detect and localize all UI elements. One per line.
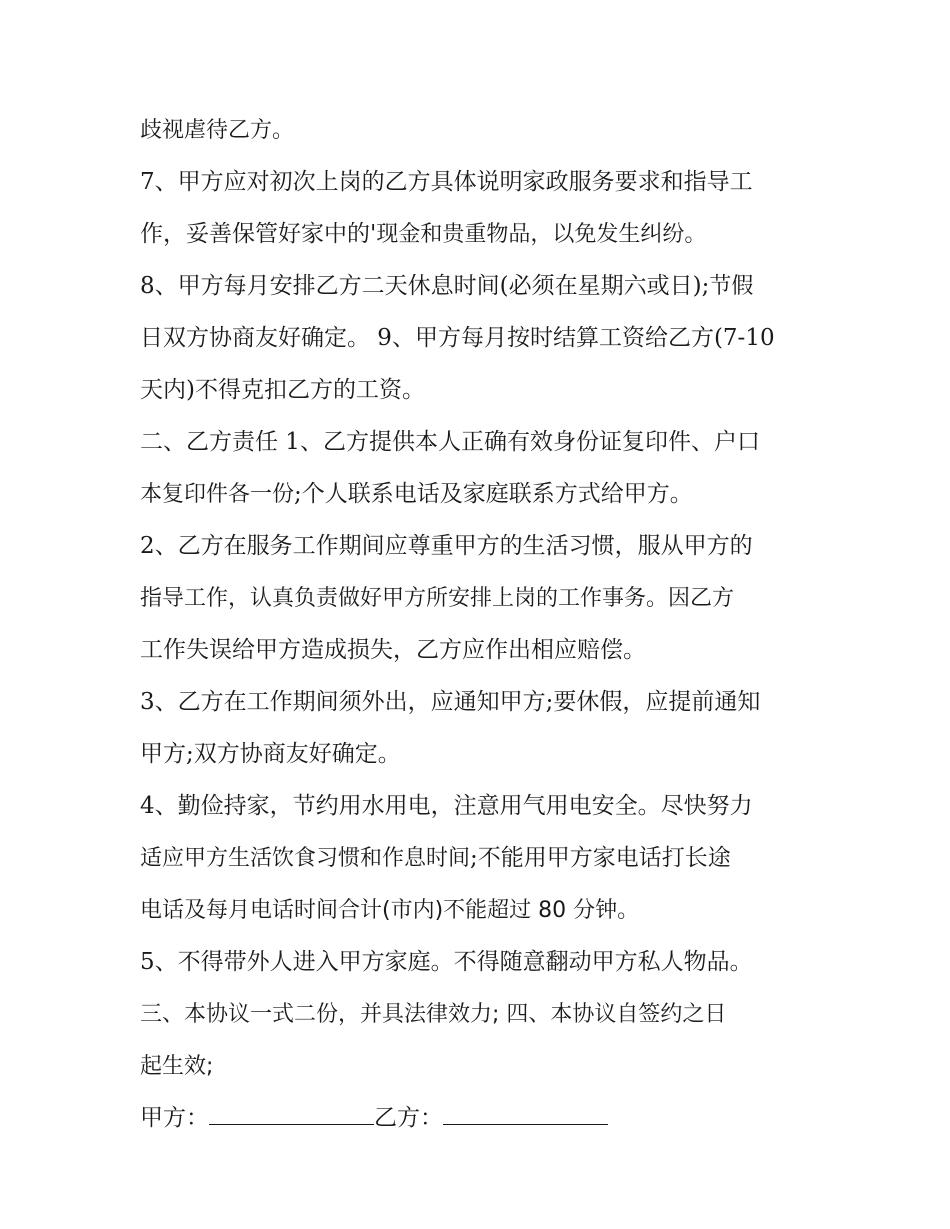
text-segment: 电话及每月电话时间合计(市内)不能超过 80 分钟。 <box>140 898 640 923</box>
text-segment: 7、甲方应对初次上岗的乙方具体说明家政服务要求和指导工 <box>140 169 753 195</box>
text-line <box>140 364 820 416</box>
text-line <box>140 572 820 624</box>
text-segment: 天内)不得克扣乙方的工资。 <box>140 377 425 403</box>
text-segment: 8、甲方每月安排乙方二天休息时间(必须在星期六或日); <box>140 273 710 299</box>
text-line <box>140 676 820 728</box>
text-line <box>140 156 820 208</box>
text-line <box>140 780 820 832</box>
text-segment: 指导工作，认真负责做好甲方所安排上岗的工作事务。因乙方 <box>140 586 735 611</box>
text-line <box>140 988 820 1040</box>
text-segment: 2、乙方在服务工作期间应尊重甲方的生活习惯，服从甲方的 <box>140 533 753 559</box>
document-body <box>140 104 820 1144</box>
text-line <box>140 624 820 676</box>
text-segment: 起生效; <box>140 1054 214 1079</box>
text-line <box>140 312 820 364</box>
text-segment: 日双方协商友好确定。 9、甲方每月按时结算工资给乙方(7-10 <box>140 325 775 351</box>
text-segment: 5、不得带外人进入甲方家庭。不得随意翻动甲方私人物品。 <box>140 949 753 975</box>
text-line <box>140 104 820 156</box>
text-segment: 歧视虐待乙方。 <box>140 118 295 143</box>
text-segment: 三、本协议一式二份，并具法律效力; 四、本协议自签约之日 <box>140 1002 727 1027</box>
party-b-signature-blank[interactable] <box>443 1098 608 1125</box>
text-segment: 本复印件各一份 <box>140 482 295 507</box>
text-segment: 节假 <box>709 274 754 299</box>
text-segment: 二、乙方责任 1、乙方提供本人正确有效身份证复印件、户口 <box>140 429 760 455</box>
text-line <box>140 468 820 520</box>
text-segment: 适应甲方生活饮食习惯和作息时间 <box>140 846 471 871</box>
text-line <box>140 728 820 780</box>
party-a-signature-blank[interactable] <box>209 1098 374 1125</box>
text-line <box>140 1040 820 1092</box>
text-segment: 3、乙方在工作期间须外出，应通知甲方;要休假，应提前通知 <box>140 689 761 715</box>
party-a-label: 甲方： <box>140 1105 209 1131</box>
text-line <box>140 520 820 572</box>
text-segment: 作，妥善保管好家中的' <box>140 221 377 247</box>
party-b-label: 乙方： <box>374 1105 443 1131</box>
text-line <box>140 936 820 988</box>
text-segment: 甲方;双方协商友好确定。 <box>140 741 401 767</box>
text-segment: ;个人联系电话及家庭联系方式给甲方。 <box>294 481 693 507</box>
text-segment: ;不能用甲方家电话打长途 <box>470 845 731 871</box>
text-line <box>140 884 820 936</box>
signature-line <box>140 1092 820 1144</box>
text-line <box>140 416 820 468</box>
text-line <box>140 208 820 260</box>
text-segment: 4、勤俭持家，节约用水用电，注意用气用电安全。尽快努力 <box>140 793 753 819</box>
text-segment: 现金和贵重物品，以免发生纠纷。 <box>376 222 707 247</box>
text-segment: 工作失误给甲方造成损失，乙方应作出相应赔偿。 <box>140 637 646 663</box>
text-line <box>140 260 820 312</box>
text-line <box>140 832 820 884</box>
